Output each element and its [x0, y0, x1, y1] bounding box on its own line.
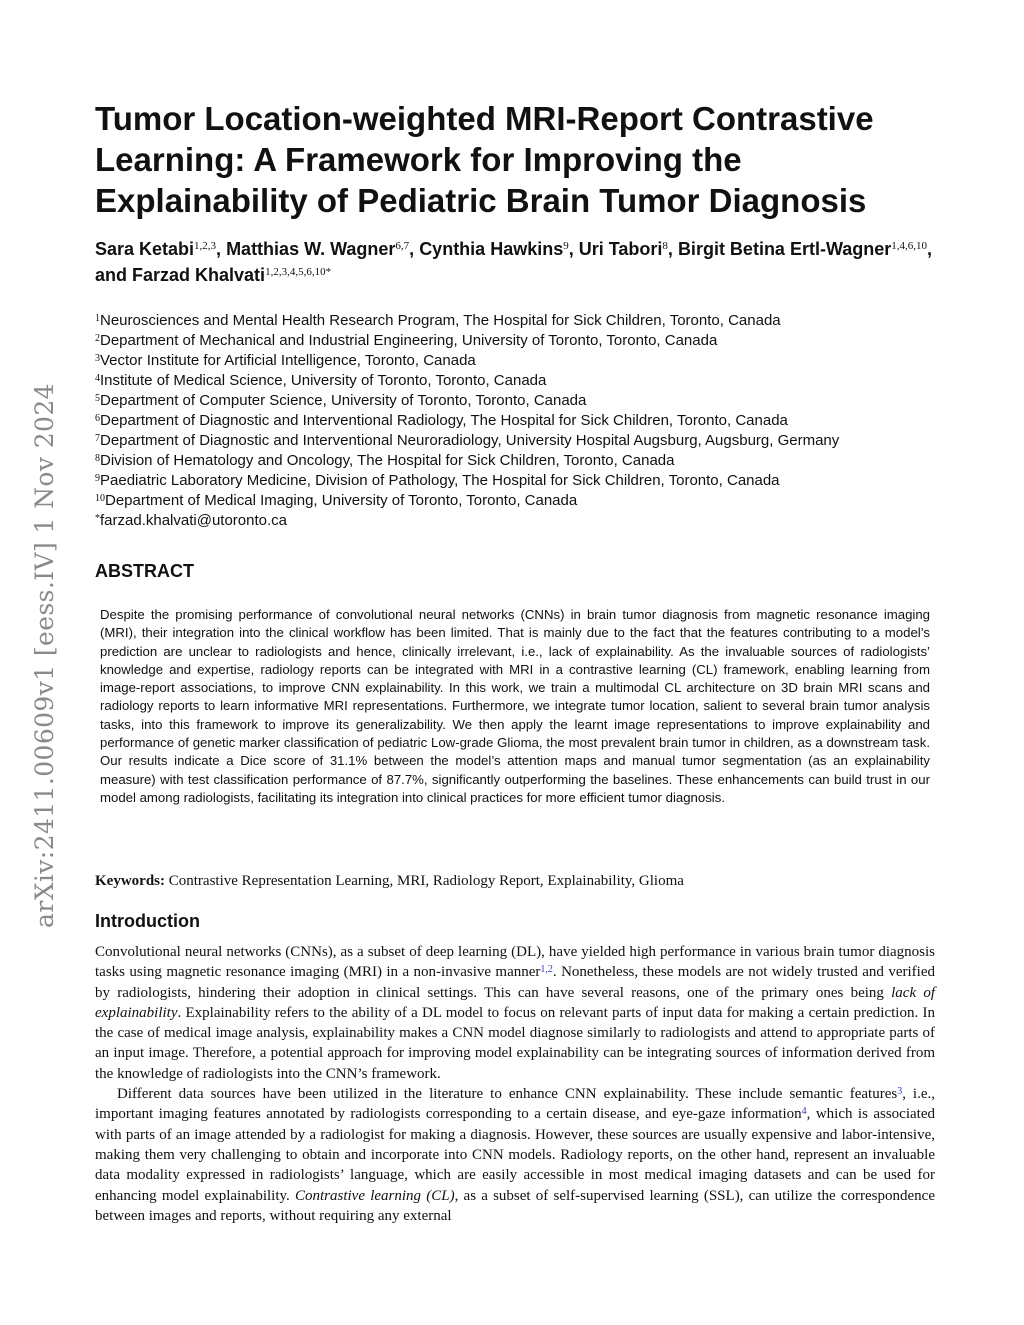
- paragraph-text: , i.e., important imaging features annotated by radiologists corresponding to a certain disease, and eye-gaze information: [95, 1086, 936, 1123]
- introduction-body: [95, 942, 935, 1226]
- author-name: Birgit Betina Ertl-Wagner: [677, 239, 892, 259]
- affiliation-list: [95, 311, 935, 531]
- email-text: farzad.khalvati@utoronto.ca: [100, 512, 287, 529]
- citation-separator: ,: [545, 964, 548, 976]
- affiliation-item: [95, 491, 935, 511]
- introduction-paragraph: [95, 942, 935, 1084]
- paper-title: Tumor Location-weighted MRI-Report Contrastive Learning: A Framework for Improving the Explainability of Pediatric Brain Tumor Diagnosis: [95, 100, 874, 219]
- author-separator: ,: [216, 239, 227, 259]
- affiliation-item: [95, 331, 935, 351]
- keywords-label: Keywords:: [95, 873, 165, 889]
- author-separator: , and: [95, 239, 933, 285]
- author-separator: ,: [409, 239, 420, 259]
- paragraph-text: , as a subset of self-supervised learning (SSL), can utilize the correspondence between images and reports, without requiring any external: [95, 1187, 935, 1224]
- affiliation-marker: 5: [95, 393, 100, 404]
- author-affiliation-marker: 9: [563, 240, 569, 252]
- citation-link[interactable]: 3: [897, 1086, 903, 1098]
- author-affiliation-marker: 1,2,3: [194, 240, 217, 252]
- emphasis-text: lack of explainability: [95, 984, 935, 1021]
- affiliation-text: Paediatric Laboratory Medicine, Division of Pathology, The Hospital for Sick Children, Toronto, Canada: [100, 472, 780, 489]
- affiliation-item: [95, 311, 935, 331]
- affiliation-marker: 9: [95, 473, 100, 484]
- author-separator: ,: [667, 239, 678, 259]
- affiliation-text: Department of Mechanical and Industrial Engineering, University of Toronto, Toronto, Canada: [100, 332, 718, 349]
- arxiv-identifier: arXiv:2411.00609v1 [eess.IV] 1 Nov 2024: [29, 382, 59, 928]
- affiliation-text: Department of Diagnostic and Interventional Neuroradiology, University Hospital Augsburg, Augsburg, Germany: [100, 432, 840, 449]
- author-name: Matthias W. Wagner: [226, 239, 396, 259]
- paragraph-text: Different data sources have been utilized in the literature to enhance CNN explainability. These include semantic features: [117, 1086, 898, 1103]
- affiliation-marker: 7: [95, 433, 100, 444]
- author-affiliation-marker: 1,2,3,4,5,6,10*: [265, 266, 332, 278]
- affiliation-text: Institute of Medical Science, University of Toronto, Toronto, Canada: [100, 372, 547, 389]
- author-list: [95, 236, 935, 288]
- affiliation-marker: 3: [95, 353, 100, 364]
- affiliation-marker: 4: [95, 373, 100, 384]
- author-separator: ,: [568, 239, 579, 259]
- affiliation-marker: 2: [95, 333, 100, 344]
- paragraph-text: . Nonetheless, these models are not widely trusted and verified by radiologists, hindering their adoption in clinical settings. This can have several reasons, one of the primary ones being: [95, 964, 935, 1001]
- paragraph-text: Convolutional neural networks (CNNs), as a subset of deep learning (DL), have yielded high performance in various brain tumor diagnosis tasks using magnetic resonance imaging (MRI) in a non-invasive manner: [95, 944, 935, 981]
- citation-link[interactable]: 4: [801, 1106, 807, 1118]
- affiliation-item: [95, 391, 935, 411]
- paragraph-text: . Explainability refers to the ability of a DL model to focus on relevant parts of input data for making a certain prediction. In the case of medical image analysis, explainability makes a CNN model diagnose similarly to radiologists and attend to appropriate parts of an input image. Therefore, a potential approach for improving model explainability can be integrating sources of information derived from the knowledge of radiologists into the CNN’s framework.: [95, 1004, 935, 1082]
- citation-link[interactable]: 1: [540, 964, 546, 976]
- keywords: [95, 871, 935, 891]
- affiliation-text: Department of Computer Science, University of Toronto, Toronto, Canada: [100, 392, 587, 409]
- affiliation-text: Department of Medical Imaging, University of Toronto, Toronto, Canada: [105, 492, 578, 509]
- introduction-heading: Introduction: [95, 911, 200, 931]
- affiliation-item: [95, 371, 935, 391]
- affiliation-text: Division of Hematology and Oncology, The Hospital for Sick Children, Toronto, Canada: [100, 452, 675, 469]
- abstract-body: Despite the promising performance of convolutional neural networks (CNNs) in brain tumor diagnosis from magnetic resonance imaging (MRI), their integration into the clinical workflow has been limited. That is mainly due to the fact that the features contributing to a model’s prediction are unclear to radiologists and hence, clinically irrelevant, i.e., lack of explainability. As the invaluable sources of radiologists’ knowledge and expertise, radiology reports can be integrated with MRI in a contrastive learning (CL) framework, enabling learning from image-report associations, to improve CNN explainability. In this work, we train a multimodal CL architecture on 3D brain MRI scans and radiology reports to learn informative MRI representations. Furthermore, we integrate tumor location, salient to several brain tumor analysis tasks, into this framework to improve its generalizability. We then apply the learnt image representations to improve explainability and performance of genetic marker classification of pediatric Low-grade Glioma, the most prevalent brain tumor in children, as a downstream task. Our results indicate a Dice score of 31.1% between the model’s attention maps and manual tumor segmentation (as an explainability measure) with test classification performance of 87.7%, significantly outperforming the baselines. These enhancements can build trust in our model among radiologists, facilitating its integration into clinical practices for more efficient tumor diagnosis.: [100, 607, 930, 805]
- affiliation-marker: 6: [95, 413, 100, 424]
- affiliation-marker: *: [95, 513, 100, 524]
- author-name: Farzad Khalvati: [132, 265, 266, 285]
- corresponding-email: [95, 511, 935, 531]
- keywords-text: Contrastive Representation Learning, MRI, Radiology Report, Explainability, Glioma: [168, 873, 684, 889]
- author-name: Uri Tabori: [578, 239, 663, 259]
- emphasis-text: Contrastive learning (CL): [295, 1187, 455, 1204]
- affiliation-text: Vector Institute for Artificial Intelligence, Toronto, Canada: [100, 352, 476, 369]
- affiliation-text: Neurosciences and Mental Health Research Program, The Hospital for Sick Children, Toronto, Canada: [100, 312, 781, 329]
- affiliation-item: [95, 471, 935, 491]
- paragraph-text: , which is associated with parts of an image attended by a radiologist for making a diagnosis. However, these sources are usually expensive and labor-intensive, making them very challenging to obtain and incorporate into CNN models. Radiology reports, on the other hand, represent an invaluable data modality expressed in radiologists’ language, which are easily accessible in most medical imaging datasets and can be used for enhancing model explainability.: [95, 1106, 935, 1204]
- affiliation-marker: 8: [95, 453, 100, 464]
- affiliation-marker: 1: [95, 313, 100, 324]
- author-name: Sara Ketabi: [95, 239, 195, 259]
- affiliation-item: [95, 351, 935, 371]
- author-affiliation-marker: 8: [662, 240, 668, 252]
- affiliation-item: [95, 431, 935, 451]
- affiliation-marker: 10: [95, 493, 105, 504]
- introduction-paragraph: [95, 1084, 935, 1226]
- arxiv-stamp: [24, 355, 64, 955]
- author-affiliation-marker: 6,7: [395, 240, 410, 252]
- citation-link[interactable]: 2: [547, 964, 553, 976]
- author-name: Cynthia Hawkins: [419, 239, 564, 259]
- author-affiliation-marker: 1,4,6,10: [891, 240, 928, 252]
- affiliation-item: [95, 411, 935, 431]
- abstract-heading: ABSTRACT: [95, 561, 194, 581]
- affiliation-item: [95, 451, 935, 471]
- affiliation-text: Department of Diagnostic and Interventional Radiology, The Hospital for Sick Children, Toronto, Canada: [100, 412, 788, 429]
